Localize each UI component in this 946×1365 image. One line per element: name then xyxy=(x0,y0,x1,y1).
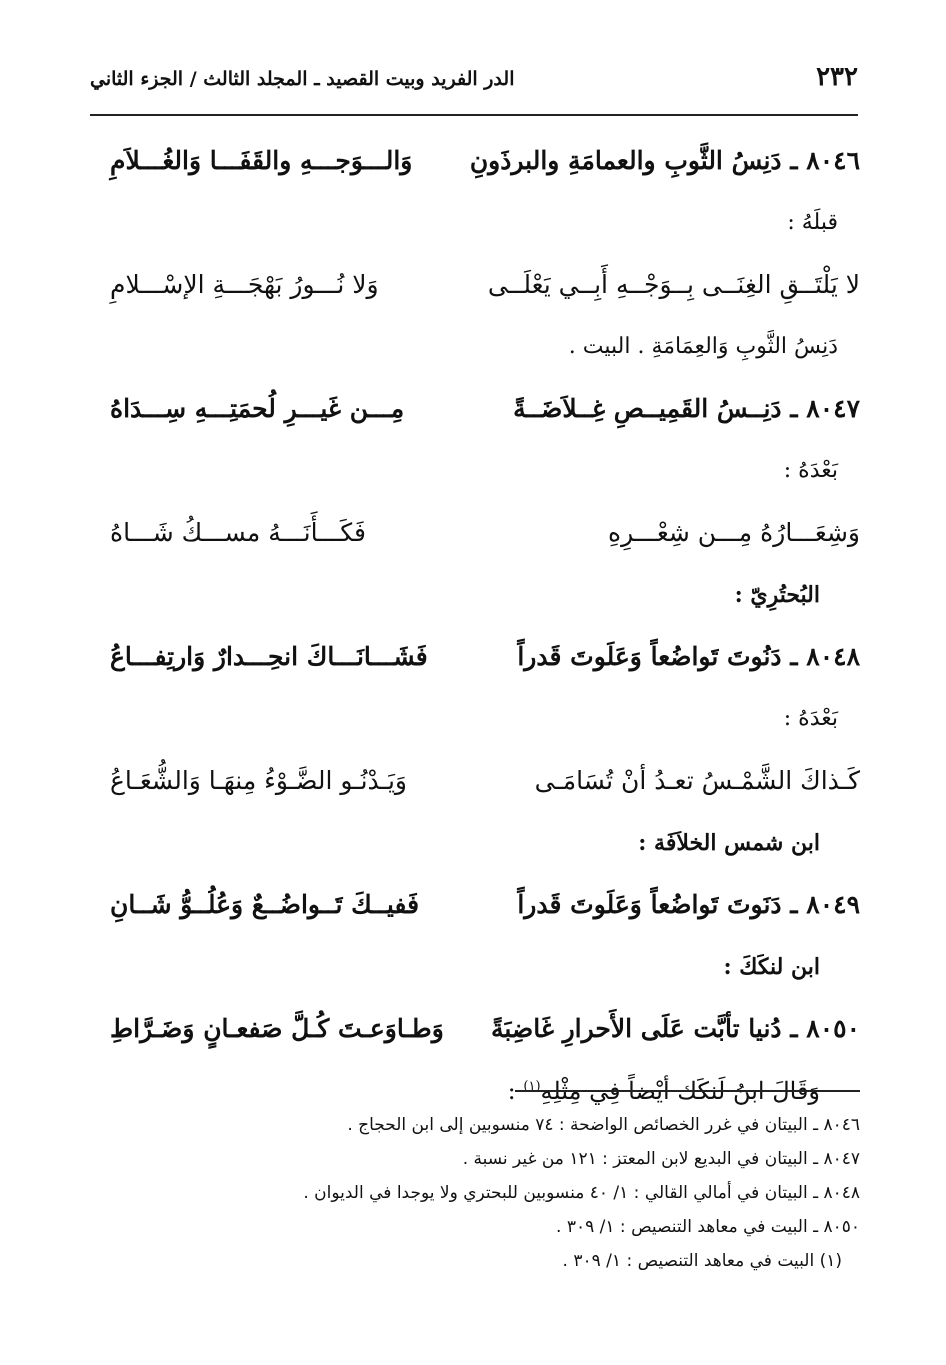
footnote-rule xyxy=(515,1090,860,1092)
verse-first-hemistich: كَـذاكَ الشَّمْـسُ تعـدُ أنْ تُسَامَـى xyxy=(534,766,860,795)
poet-attribution: ابن شمس الخلاَفَة : xyxy=(638,830,820,856)
verse-first-hemistich: ٨٠٤٩ ـ دَنَوتَ تَواضُعاً وَعَلَوتَ قَدراً xyxy=(517,890,860,919)
quoted-verse xyxy=(90,502,860,564)
verse-second-hemistich: فَفيــكَ تَــواضُــعٌ وَعُلُــوُّ شَــانِ xyxy=(110,890,420,919)
quoted-verse xyxy=(90,750,860,812)
poet-attribution: البُحتُرِيّ : xyxy=(734,582,820,608)
poet-attribution: ابن لنكَكَ : xyxy=(723,954,820,980)
footnote-item: (١) البيت في معاهد التنصيص : ١/ ٣٠٩ . xyxy=(562,1251,842,1271)
page-header xyxy=(90,62,858,104)
verse-8050 xyxy=(90,998,860,1060)
verse-second-hemistich: فَكَـــأَنَـــهُ مســـكُ شَـــاهُ xyxy=(110,518,366,547)
verse-8046 xyxy=(90,130,860,192)
page-body xyxy=(90,130,860,1122)
verse-first-hemistich: لا يَلْتَــقِ الغِنَــى بِــوَجْــهِ أَبِــي يَعْلَــى xyxy=(487,270,860,299)
verse-second-hemistich: وَلا نُـــورُ بَهْجَـــةِ الإسْـــلامِ xyxy=(110,270,379,299)
footnote-item: ٨٠٤٧ ـ البيتان في البديع لابن المعتز : ١٢١ من غير نسبة . xyxy=(462,1149,860,1169)
commentary-tail: : xyxy=(507,1077,524,1105)
verse-second-hemistich: فَشَـــانَـــاكَ انحِـــدارٌ وَارتِفـــاعُ xyxy=(110,642,428,671)
verse-first-hemistich: ٨٠٤٨ ـ دَنُوتَ تَواضُعاً وَعَلَوتَ قَدراً xyxy=(517,642,860,671)
header-rule xyxy=(90,114,858,116)
commentary-line: دَنِسُ الثَّوبِ وَالعِمَامَةِ . البيت . xyxy=(568,334,838,359)
commentary-line: بَعْدَهُ : xyxy=(783,706,838,731)
commentary-line: قبلَهُ : xyxy=(787,210,838,235)
verse-second-hemistich: وَيَـدْنُـو الضَّـوْءُ مِنهَـا وَالشُّعَـاعُ xyxy=(110,766,408,795)
footnote-item: ٨٠٥٠ ـ البيت في معاهد التنصيص : ١/ ٣٠٩ . xyxy=(556,1217,860,1237)
quoted-verse xyxy=(90,254,860,316)
footnote-item: ٨٠٤٨ ـ البيتان في أمالي القالي : ١/ ٤٠ منسوبين للبحتري ولا يوجدا في الديوان . xyxy=(303,1183,860,1203)
footnote-item: ٨٠٤٦ ـ البيتان في غرر الخصائص الواضحة : ٧٤ منسوبين إلى ابن الحجاج . xyxy=(347,1115,860,1135)
verse-8047 xyxy=(90,378,860,440)
verse-first-hemistich: ٨٠٥٠ ـ دُنيا تأبَّت عَلَى الأَحرارِ غَاضِبَةً xyxy=(491,1014,860,1043)
running-title: الدر الفريد وبيت القصيد ـ المجلد الثالث / الجزء الثاني xyxy=(90,68,515,90)
commentary-line: بَعْدَهُ : xyxy=(783,458,838,483)
footnotes xyxy=(90,1108,860,1278)
verse-second-hemistich: مِـــن غَيـــرِ لُحمَتِـــهِ سِـــدَاهُ xyxy=(110,394,405,423)
verse-8049 xyxy=(90,874,860,936)
verse-8048 xyxy=(90,626,860,688)
page-number: ٢٣٢ xyxy=(816,62,858,92)
verse-first-hemistich: وَشِعَـــارُهُ مِـــن شِعْـــرِهِ xyxy=(607,518,860,547)
footnote-marker: (١) xyxy=(523,1079,541,1094)
commentary-text: وَقَالَ ابنُ لَنكَك أيْضاً فِي مِثْلِهِ xyxy=(540,1077,820,1105)
verse-second-hemistich: وَالـــوَجـــهِ والقَفَـــا وَالغُـــلاَمِ xyxy=(110,146,413,175)
verse-first-hemistich: ٨٠٤٦ ـ دَنِسُ الثَّوبِ والعمامَةِ والبرذَونِ xyxy=(469,146,860,175)
verse-second-hemistich: وَطـاوَعـتَ كُـلَّ صَفعـانٍ وَضَـرَّاطِ xyxy=(110,1014,444,1043)
verse-first-hemistich: ٨٠٤٧ ـ دَنِــسُ القَمِيــصِ غِــلاَضَــةً xyxy=(513,394,860,423)
